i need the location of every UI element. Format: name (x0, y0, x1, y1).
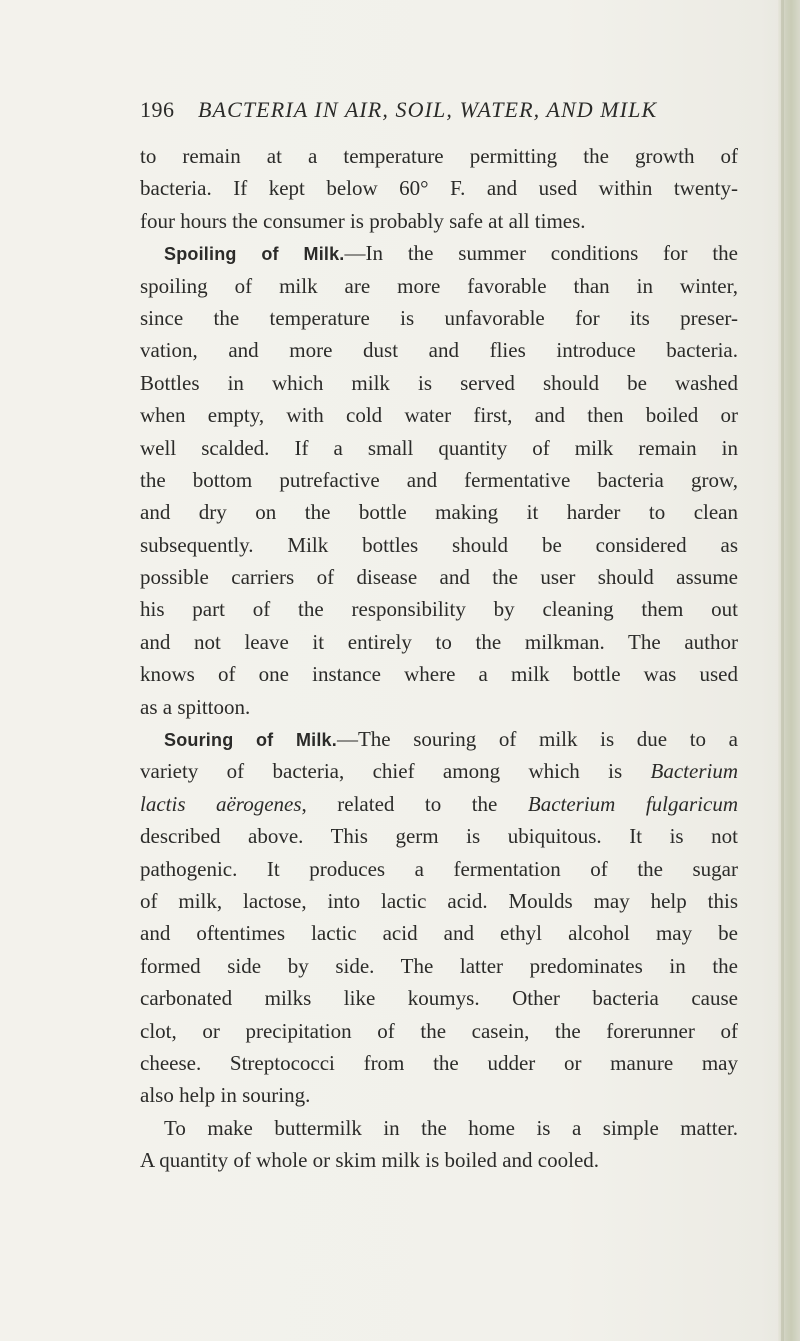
page-number: 196 (140, 97, 175, 122)
text-line: subsequently. Milk bottles should be considered as (140, 532, 738, 557)
text-line: spoiling of milk are more favorable than in winter, (140, 273, 738, 298)
text-line: when empty, with cold water first, and then boiled or (140, 403, 738, 428)
section-heading-line: Souring of Milk.—The souring of milk is due to a (164, 727, 738, 752)
text-line: described above. This germ is ubiquitous. It is not (140, 824, 738, 849)
section-heading-souring: Souring of Milk. (164, 730, 337, 751)
species-name: Bacterium fulgaricum (527, 791, 739, 816)
text-line: and oftentimes lactic acid and ethyl alcohol may be (140, 921, 738, 946)
text-line: lactis aërogenes, related to the Bacterium fulgaricum (140, 791, 739, 816)
text-line: since the temperature is unfavorable for its preser- (140, 305, 738, 330)
section-heading-spoiling: Spoiling of Milk. (164, 244, 345, 265)
section-heading-line: Spoiling of Milk.—In the summer conditions for the (164, 241, 738, 266)
text-line: To make buttermilk in the home is a simple matter. (164, 1115, 738, 1140)
text-line: the bottom putrefactive and fermentative bacteria grow, (140, 467, 738, 492)
text-line: formed side by side. The latter predominates in the (140, 953, 738, 978)
text-line: clot, or precipitation of the casein, the forerunner of (140, 1018, 738, 1043)
text-line: A quantity of whole or skim milk is boiled and cooled. (140, 1148, 600, 1173)
text-line: vation, and more dust and flies introduce bacteria. (140, 338, 738, 363)
text-line: his part of the responsibility by cleaning them out (140, 597, 738, 622)
text-line: to remain at a temperature permitting the growth of (140, 144, 738, 168)
text-line: of milk, lactose, into lactic acid. Moulds may help this (140, 888, 738, 913)
text-line: pathogenic. It produces a fermentation of the sugar (140, 856, 738, 881)
text-line: Bottles in which milk is served should be washed (140, 370, 738, 395)
text-line: as a spittoon. (140, 694, 251, 719)
text-line: possible carriers of disease and the user should assume (140, 565, 738, 590)
page-header (140, 97, 740, 129)
species-name: lactis aërogenes (140, 791, 302, 816)
text-line: and dry on the bottle making it harder to clean (140, 500, 738, 525)
text-line: well scalded. If a small quantity of milk remain in (140, 435, 738, 460)
text-line: and not leave it entirely to the milkman. The author (140, 629, 738, 654)
running-head: BACTERIA IN AIR, SOIL, WATER, AND MILK (198, 97, 658, 122)
text-line: variety of bacteria, chief among which is Bacterium (140, 759, 738, 784)
species-name: Bacterium (650, 759, 738, 784)
text-line: knows of one instance where a milk bottle was used (140, 662, 738, 687)
text-line: cheese. Streptococci from the udder or manure may (140, 1050, 738, 1075)
page-edge-shadow (781, 0, 784, 1341)
text-line: four hours the consumer is probably safe at all times. (140, 208, 586, 233)
body-text (140, 140, 738, 1177)
text-line: bacteria. If kept below 60° F. and used within twenty- (140, 176, 738, 201)
text-line: also help in souring. (140, 1083, 311, 1108)
text-line: carbonated milks like koumys. Other bacteria cause (140, 986, 738, 1011)
